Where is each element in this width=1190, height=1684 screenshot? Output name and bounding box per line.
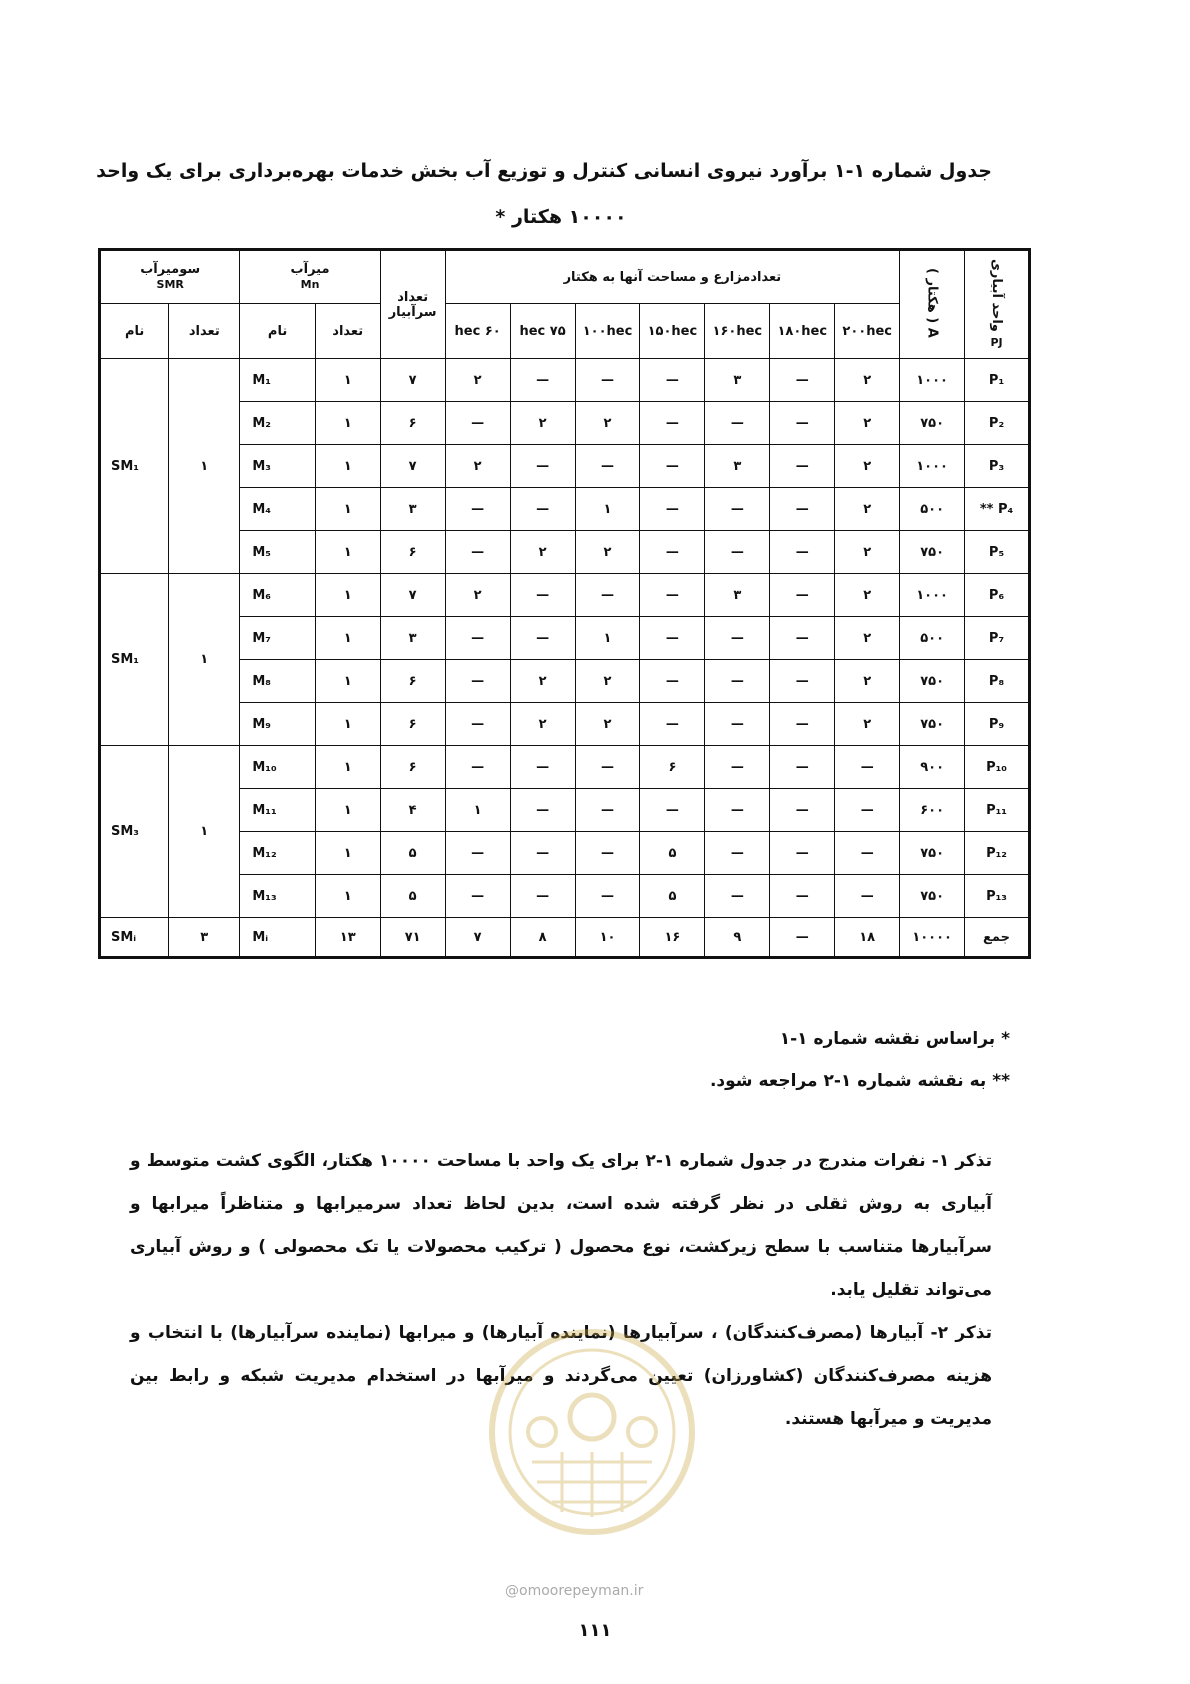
cell-farm: ۲ [575, 531, 640, 574]
cell-farm: ۱۶ [640, 918, 705, 958]
cell-farm: — [510, 746, 575, 789]
header-area: A ( هکتار ) [900, 250, 965, 359]
cell-unit: P₁ [965, 359, 1030, 402]
cell-farm: ۲ [510, 703, 575, 746]
footnotes [710, 1018, 1010, 1102]
table-row [100, 359, 1030, 402]
cell-farm: — [835, 875, 900, 918]
cell-farm: — [445, 746, 510, 789]
cell-area: ۱۰۰۰ [900, 359, 965, 402]
cell-farm: ۳ [705, 574, 770, 617]
cell-farm: ۹ [705, 918, 770, 958]
cell-farm: — [705, 832, 770, 875]
cell-farm: — [705, 875, 770, 918]
cell-farm: — [575, 832, 640, 875]
cell-farm: ۲ [835, 703, 900, 746]
cell-farm: ۸ [510, 918, 575, 958]
cell-farm: — [640, 789, 705, 832]
cell-sumirab-count: ۱ [169, 574, 240, 746]
cell-farm: ۲ [835, 617, 900, 660]
page-number: ۱۱۱ [578, 1620, 612, 1641]
cell-mirab-name: M₁ [240, 359, 315, 402]
table-row [100, 488, 1030, 531]
cell-sumirab-count: ۱ [169, 746, 240, 918]
cell-farm: ۷ [445, 918, 510, 958]
cell-farm: — [575, 789, 640, 832]
cell-mirab-count: ۱ [315, 746, 380, 789]
cell-area: ۹۰۰ [900, 746, 965, 789]
table-body [100, 359, 1030, 958]
cell-farm: — [770, 617, 835, 660]
header-farm-col: ۱۰۰hec [575, 304, 640, 359]
header-farm-col: ۱۸۰hec [770, 304, 835, 359]
cell-farm: ۲ [835, 531, 900, 574]
cell-area: ۵۰۰ [900, 617, 965, 660]
cell-serabiar: ۶ [380, 703, 445, 746]
cell-farm: — [770, 918, 835, 958]
cell-mirab-count: ۱ [315, 488, 380, 531]
cell-farm: ۱۸ [835, 918, 900, 958]
header-sumirab-count: تعداد [169, 304, 240, 359]
cell-farm: — [510, 359, 575, 402]
cell-farm: — [575, 746, 640, 789]
cell-mirab-count: ۱ [315, 875, 380, 918]
cell-farm: ۵ [640, 832, 705, 875]
cell-mirab-name: M₉ [240, 703, 315, 746]
footnote-2: ** به نقشه شماره ۱-۲ مراجعه شود. [709, 1071, 1010, 1091]
cell-farm: ۱۰ [575, 918, 640, 958]
cell-mirab-count: ۱ [315, 617, 380, 660]
cell-farm: ۲ [835, 359, 900, 402]
cell-mirab-name: M₁₁ [240, 789, 315, 832]
cell-serabiar: ۴ [380, 789, 445, 832]
cell-unit: P₈ [965, 660, 1030, 703]
cell-farm: — [770, 488, 835, 531]
cell-mirab-count: ۱۳ [315, 918, 380, 958]
cell-farm: — [445, 875, 510, 918]
cell-farm: — [705, 617, 770, 660]
cell-farm: ۶ [640, 746, 705, 789]
header-farm-col: ۶۰ hec [445, 304, 510, 359]
cell-farm: — [770, 574, 835, 617]
cell-mirab-count: ۱ [315, 660, 380, 703]
header-farm-col: ۱۶۰hec [705, 304, 770, 359]
table-row [100, 402, 1030, 445]
cell-mirab-name: M₅ [240, 531, 315, 574]
header-farm-col: ۷۵ hec [510, 304, 575, 359]
cell-area: ۱۰۰۰ [900, 574, 965, 617]
cell-area: ۶۰۰ [900, 789, 965, 832]
footnote-1: * براساس نقشه شماره ۱-۱ [779, 1029, 1010, 1049]
cell-farm: — [705, 402, 770, 445]
table-row [100, 789, 1030, 832]
cell-serabiar: ۵ [380, 875, 445, 918]
cell-farm: — [770, 531, 835, 574]
cell-farm: — [835, 746, 900, 789]
cell-area: ۷۵۰ [900, 703, 965, 746]
cell-farm: — [770, 875, 835, 918]
cell-unit: P₃ [965, 445, 1030, 488]
cell-farm: — [640, 445, 705, 488]
cell-unit: P₉ [965, 703, 1030, 746]
cell-area: ۷۵۰ [900, 832, 965, 875]
table-title [96, 148, 992, 240]
cell-farm: ۲ [445, 359, 510, 402]
cell-farm: — [705, 488, 770, 531]
cell-serabiar: ۷۱ [380, 918, 445, 958]
cell-farm: ۲ [575, 703, 640, 746]
cell-farm: — [510, 617, 575, 660]
watermark-seal-icon [482, 1322, 702, 1542]
cell-farm: ۲ [445, 574, 510, 617]
cell-farm: — [705, 531, 770, 574]
cell-unit: P₁₃ [965, 875, 1030, 918]
cell-mirab-count: ۱ [315, 359, 380, 402]
cell-farm: ۲ [575, 402, 640, 445]
watermark-text: @omoorepeyman.ir [505, 1583, 644, 1599]
cell-area: ۱۰۰۰ [900, 445, 965, 488]
header-serabiar: تعداد سرآبیار [380, 250, 445, 359]
cell-farm: — [770, 703, 835, 746]
cell-unit: P₇ [965, 617, 1030, 660]
cell-farm: — [445, 617, 510, 660]
cell-area: ۵۰۰ [900, 488, 965, 531]
table-row [100, 531, 1030, 574]
cell-unit: P₁₀ [965, 746, 1030, 789]
cell-mirab-name: M₄ [240, 488, 315, 531]
cell-farm: ۲ [510, 402, 575, 445]
cell-farm: ۳ [705, 359, 770, 402]
header-sumirab-name: نام [100, 304, 169, 359]
cell-farm: ۲ [510, 660, 575, 703]
cell-farm: ۲ [835, 488, 900, 531]
cell-mirab-name: M₂ [240, 402, 315, 445]
header-mirab-count: تعداد [315, 304, 380, 359]
cell-farm: — [835, 832, 900, 875]
cell-mirab-name: M₆ [240, 574, 315, 617]
cell-serabiar: ۶ [380, 660, 445, 703]
cell-farm: ۲ [835, 402, 900, 445]
cell-farm: — [770, 832, 835, 875]
header-farm-col: ۲۰۰hec [835, 304, 900, 359]
cell-mirab-count: ۱ [315, 832, 380, 875]
table-row [100, 617, 1030, 660]
cell-unit: P₅ [965, 531, 1030, 574]
cell-farm: — [770, 746, 835, 789]
cell-farm: — [705, 746, 770, 789]
cell-farm: ۲ [835, 445, 900, 488]
cell-farm: — [835, 789, 900, 832]
header-mirab: میرآب Mn [240, 250, 380, 304]
cell-mirab-count: ۱ [315, 445, 380, 488]
header-farms: تعدادمزارع و مساحت آنها به هکتار [445, 250, 900, 304]
cell-mirab-count: ۱ [315, 703, 380, 746]
cell-farm: — [770, 660, 835, 703]
cell-farm: ۳ [705, 445, 770, 488]
cell-farm: — [510, 875, 575, 918]
table-row [100, 445, 1030, 488]
cell-farm: — [640, 531, 705, 574]
cell-farm: — [510, 488, 575, 531]
cell-mirab-count: ۱ [315, 789, 380, 832]
cell-farm: — [510, 574, 575, 617]
cell-farm: ۲ [575, 660, 640, 703]
cell-area: ۱۰۰۰۰ [900, 918, 965, 958]
cell-farm: — [770, 445, 835, 488]
cell-farm: — [770, 359, 835, 402]
cell-mirab-name: M₃ [240, 445, 315, 488]
cell-area: ۷۵۰ [900, 402, 965, 445]
cell-farm: — [445, 531, 510, 574]
cell-unit: P₆ [965, 574, 1030, 617]
cell-serabiar: ۳ [380, 617, 445, 660]
cell-unit: P₁₁ [965, 789, 1030, 832]
cell-farm: — [575, 875, 640, 918]
cell-farm: — [640, 660, 705, 703]
table-total-row [100, 918, 1030, 958]
cell-farm: — [770, 789, 835, 832]
cell-sumirab-count: ۱ [169, 359, 240, 574]
cell-farm: — [640, 402, 705, 445]
cell-farm: — [445, 703, 510, 746]
cell-serabiar: ۶ [380, 746, 445, 789]
cell-mirab-name: M₇ [240, 617, 315, 660]
cell-area: ۷۵۰ [900, 531, 965, 574]
cell-farm: — [575, 359, 640, 402]
cell-farm: — [575, 445, 640, 488]
cell-sumirab-name: SM₃ [100, 746, 169, 918]
cell-farm: — [705, 703, 770, 746]
cell-unit: P₂ [965, 402, 1030, 445]
cell-mirab-name: M₈ [240, 660, 315, 703]
cell-serabiar: ۷ [380, 359, 445, 402]
cell-area: ۷۵۰ [900, 875, 965, 918]
cell-farm: — [705, 789, 770, 832]
cell-farm: — [510, 789, 575, 832]
cell-unit: جمع [965, 918, 1030, 958]
cell-serabiar: ۷ [380, 445, 445, 488]
header-mirab-name: نام [240, 304, 315, 359]
cell-farm: — [445, 488, 510, 531]
cell-sumirab-name: SM₁ [100, 359, 169, 574]
table-row [100, 875, 1030, 918]
cell-farm: — [640, 359, 705, 402]
cell-mirab-name: Mᵢ [240, 918, 315, 958]
cell-mirab-name: M₁₂ [240, 832, 315, 875]
cell-farm: ۲ [445, 445, 510, 488]
manpower-table [98, 248, 1031, 959]
cell-serabiar: ۳ [380, 488, 445, 531]
cell-farm: ۱ [575, 617, 640, 660]
cell-farm: — [510, 445, 575, 488]
cell-sumirab-name: SMᵢ [100, 918, 169, 958]
header-sumirab: سومیرآب SMR [100, 250, 240, 304]
cell-farm: ۱ [445, 789, 510, 832]
table-row [100, 746, 1030, 789]
cell-farm: — [640, 617, 705, 660]
table-row [100, 703, 1030, 746]
table-row [100, 832, 1030, 875]
cell-farm: — [445, 832, 510, 875]
cell-unit: P₁₂ [965, 832, 1030, 875]
cell-farm: ۱ [575, 488, 640, 531]
cell-unit: P₄ ** [965, 488, 1030, 531]
cell-farm: — [510, 832, 575, 875]
title-line-2: ۱۰۰۰۰ هکتار * [495, 206, 627, 228]
cell-mirab-count: ۱ [315, 531, 380, 574]
cell-sumirab-count: ۳ [169, 918, 240, 958]
cell-serabiar: ۷ [380, 574, 445, 617]
header-farm-col: ۱۵۰hec [640, 304, 705, 359]
cell-area: ۷۵۰ [900, 660, 965, 703]
cell-serabiar: ۶ [380, 531, 445, 574]
cell-farm: — [640, 703, 705, 746]
note-2: تذکر ۲- آبیارها (مصرف‌کنندگان) ، سرآبیارها (نماینده آبیارها) و میرابها (نماینده سرآبیارها) با انتخاب و هزینه مصرف‌کنندگان (کشاورزان) تعیین می‌گردند و میرآبها در استخدام مدیریت شبکه و رابط بین مدیریت و میرآبها هستند. [130, 1323, 992, 1429]
cell-mirab-name: M₁₃ [240, 875, 315, 918]
cell-farm: ۵ [640, 875, 705, 918]
cell-farm: — [640, 574, 705, 617]
cell-farm: ۲ [835, 660, 900, 703]
cell-farm: ۲ [835, 574, 900, 617]
cell-serabiar: ۵ [380, 832, 445, 875]
cell-farm: — [640, 488, 705, 531]
cell-farm: — [770, 402, 835, 445]
cell-mirab-count: ۱ [315, 574, 380, 617]
table-row [100, 574, 1030, 617]
cell-mirab-count: ۱ [315, 402, 380, 445]
cell-sumirab-name: SM₁ [100, 574, 169, 746]
header-unit: واحد آبیاری PJ [965, 250, 1030, 359]
cell-mirab-name: M₁₀ [240, 746, 315, 789]
cell-farm: — [575, 574, 640, 617]
note-1: تذکر ۱- نفرات مندرج در جدول شماره ۱-۲ برای یک واحد با مساحت ۱۰۰۰۰ هکتار، الگوی کشت متوسط و آبیاری به روش ثقلی در نظر گرفته شده است، بدین لحاظ تعداد سرمیرابها و متناظراً میرابها و سرآبیارها متناسب با سطح زیرکشت، نوع محصول ( ترکیب محصولات یا تک محصولی ) و روش آبیاری می‌تواند تقلیل یابد. [130, 1151, 992, 1300]
cell-farm: ۲ [510, 531, 575, 574]
cell-farm: — [705, 660, 770, 703]
table-row [100, 660, 1030, 703]
cell-farm: — [445, 402, 510, 445]
title-line-1: جدول شماره ۱-۱ برآورد نیروی انسانی کنترل و توزیع آب بخش خدمات بهره‌برداری برای یک واحد [96, 160, 992, 182]
cell-farm: — [445, 660, 510, 703]
cell-serabiar: ۶ [380, 402, 445, 445]
